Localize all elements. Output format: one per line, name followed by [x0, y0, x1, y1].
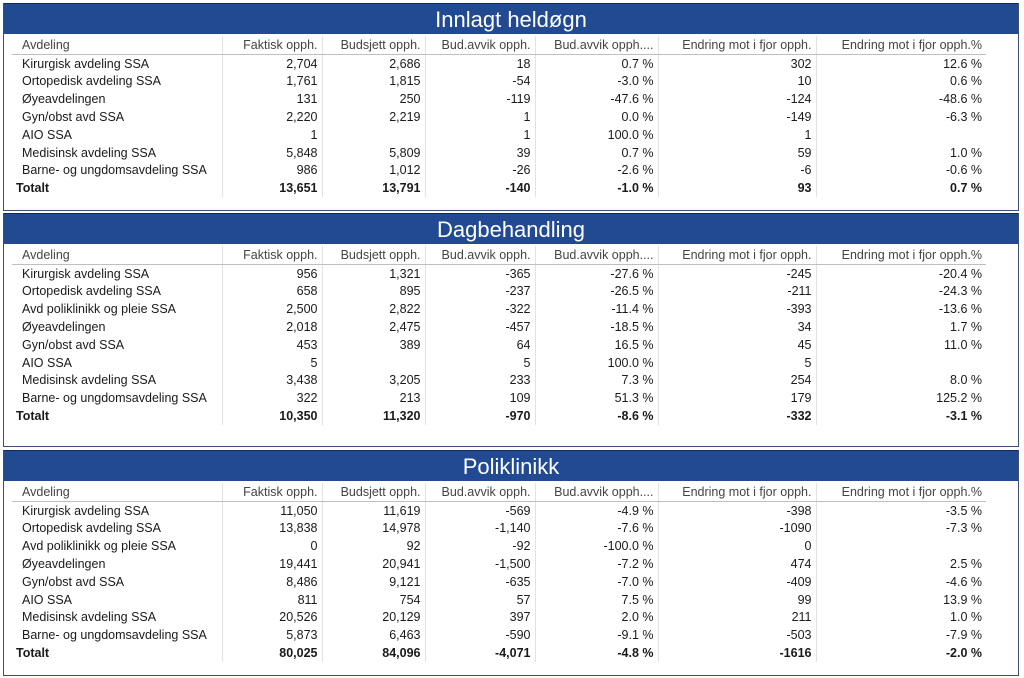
cell-avdeling: Øyeavdelingen: [12, 90, 222, 108]
cell-budavvik-pct: 2.0 %: [535, 609, 658, 627]
cell-endring: -409: [658, 573, 816, 591]
cell-faktisk: 2,220: [222, 108, 322, 126]
cell-avdeling: Gyn/obst avd SSA: [12, 108, 222, 126]
total-endring: -1616: [658, 644, 816, 662]
column-header-endring-pct: Endring mot i fjor opph.%: [816, 483, 986, 501]
cell-avdeling: Avd poliklinikk og pleie SSA: [12, 300, 222, 318]
cell-faktisk: 2,018: [222, 318, 322, 336]
cell-budavvik: 39: [425, 144, 535, 162]
table-row: [12, 372, 986, 390]
total-faktisk: 13,651: [222, 179, 322, 197]
cell-faktisk: 1,761: [222, 73, 322, 91]
cell-avdeling: Medisinsk avdeling SSA: [12, 144, 222, 162]
cell-faktisk: 322: [222, 389, 322, 407]
cell-budavvik: 57: [425, 591, 535, 609]
cell-endring: -211: [658, 283, 816, 301]
cell-endring-pct: 8.0 %: [950, 373, 982, 388]
cell-endring: -1090: [658, 520, 816, 538]
cell-endring-pct: [816, 126, 986, 144]
cell-budsjett: 1,012: [322, 162, 425, 180]
cell-endring-pct: -13.6 %: [938, 302, 982, 317]
section-title: Dagbehandling: [4, 213, 1018, 244]
table-row: [12, 354, 986, 372]
cell-budsjett: 250: [322, 90, 425, 108]
cell-avdeling: Kirurgisk avdeling SSA: [12, 264, 222, 282]
cell-endring: 254: [658, 372, 816, 390]
cell-endring: 5: [658, 354, 816, 372]
cell-budavvik: 109: [425, 389, 535, 407]
table-row: [12, 537, 986, 555]
cell-endring: -6: [658, 162, 816, 180]
cell-endring-pct: -3.5 %: [945, 503, 982, 518]
cell-faktisk: 131: [222, 90, 322, 108]
cell-budavvik-pct: 7.5 %: [535, 591, 658, 609]
cell-budsjett: 1,815: [322, 73, 425, 91]
cell-faktisk: 986: [222, 162, 322, 180]
cell-budsjett: 2,822: [322, 300, 425, 318]
cell-budavvik: -54: [425, 73, 535, 91]
cell-budavvik-pct: 16.5 %: [535, 336, 658, 354]
cell-endring-pct: -20.4 %: [938, 266, 982, 281]
cell-endring-pct: 1.0 %: [950, 610, 982, 625]
cell-budavvik-pct: 0.7 %: [535, 144, 658, 162]
table-row: [12, 555, 986, 573]
table-row: [12, 54, 986, 72]
total-endring-pct: -3.1 %: [945, 409, 982, 424]
cell-budavvik: -92: [425, 537, 535, 555]
cell-endring-pct: 12.6 %: [943, 56, 982, 71]
cell-budavvik: 233: [425, 372, 535, 390]
cell-faktisk: 956: [222, 264, 322, 282]
cell-endring-pct: 2.5 %: [950, 557, 982, 572]
cell-faktisk: 453: [222, 336, 322, 354]
table-row: [12, 501, 986, 519]
cell-endring: -398: [658, 501, 816, 519]
cell-avdeling: Øyeavdelingen: [12, 555, 222, 573]
cell-endring: -124: [658, 90, 816, 108]
cell-faktisk: 20,526: [222, 609, 322, 627]
cell-endring: 59: [658, 144, 816, 162]
cell-endring-pct: 13.9 %: [943, 592, 982, 607]
cell-endring: -393: [658, 300, 816, 318]
cell-faktisk: 5: [222, 354, 322, 372]
total-avdeling: Totalt: [12, 644, 222, 662]
total-row: [12, 179, 986, 197]
cell-endring-pct: 1.0 %: [950, 145, 982, 160]
table-row: [12, 126, 986, 144]
data-table: [12, 246, 986, 425]
total-endring: -332: [658, 407, 816, 425]
cell-budavvik-pct: -7.2 %: [535, 555, 658, 573]
cell-budavvik-pct: -3.0 %: [535, 73, 658, 91]
cell-faktisk: 11,050: [222, 501, 322, 519]
total-avdeling: Totalt: [12, 407, 222, 425]
total-avdeling: Totalt: [12, 179, 222, 197]
cell-faktisk: 1: [222, 126, 322, 144]
column-header-avdeling: Avdeling: [12, 483, 222, 501]
table-row: [12, 520, 986, 538]
cell-avdeling: Øyeavdelingen: [12, 318, 222, 336]
cell-budavvik-pct: -7.6 %: [535, 520, 658, 538]
cell-endring-pct: -24.3 %: [938, 284, 982, 299]
cell-budavvik-pct: 0.0 %: [535, 108, 658, 126]
cell-endring-pct: 1.7 %: [950, 320, 982, 335]
cell-avdeling: Gyn/obst avd SSA: [12, 336, 222, 354]
cell-budsjett: 11,619: [322, 501, 425, 519]
cell-faktisk: 2,500: [222, 300, 322, 318]
table-row: [12, 283, 986, 301]
total-endring: 93: [658, 179, 816, 197]
cell-budsjett: 2,219: [322, 108, 425, 126]
cell-endring: 0: [658, 537, 816, 555]
column-header-budsjett: Budsjett opph.: [322, 246, 425, 264]
total-budsjett: 11,320: [322, 407, 425, 425]
section-poliklinikk: [3, 450, 1019, 676]
cell-budavvik-pct: -27.6 %: [535, 264, 658, 282]
cell-avdeling: Ortopedisk avdeling SSA: [12, 283, 222, 301]
cell-faktisk: 2,704: [222, 54, 322, 72]
column-header-avdeling: Avdeling: [12, 246, 222, 264]
cell-budsjett: 20,941: [322, 555, 425, 573]
cell-budsjett: 2,686: [322, 54, 425, 72]
column-header-budavvik: Bud.avvik opph.: [425, 36, 535, 54]
column-header-budavvik: Bud.avvik opph.: [425, 246, 535, 264]
cell-budsjett: 3,205: [322, 372, 425, 390]
cell-endring: 34: [658, 318, 816, 336]
table-row: [12, 389, 986, 407]
total-budavvik: -4,071: [425, 644, 535, 662]
cell-endring: 99: [658, 591, 816, 609]
total-faktisk: 10,350: [222, 407, 322, 425]
column-header-endring-pct: Endring mot i fjor opph.%: [816, 246, 986, 264]
cell-faktisk: 13,838: [222, 520, 322, 538]
cell-avdeling: Kirurgisk avdeling SSA: [12, 54, 222, 72]
column-header-budsjett: Budsjett opph.: [322, 36, 425, 54]
cell-budavvik-pct: -4.9 %: [535, 501, 658, 519]
cell-endring: -503: [658, 626, 816, 644]
cell-budavvik: -635: [425, 573, 535, 591]
cell-endring-pct: -0.6 %: [945, 163, 982, 178]
cell-budavvik: 1: [425, 126, 535, 144]
cell-avdeling: AIO SSA: [12, 354, 222, 372]
cell-budsjett: 1,321: [322, 264, 425, 282]
header-row: [12, 246, 986, 264]
header-row: [12, 483, 986, 501]
cell-budavvik-pct: 0.7 %: [535, 54, 658, 72]
table-row: [12, 626, 986, 644]
cell-budsjett: 6,463: [322, 626, 425, 644]
column-header-faktisk: Faktisk opph.: [222, 246, 322, 264]
cell-avdeling: Ortopedisk avdeling SSA: [12, 73, 222, 91]
table-row: [12, 300, 986, 318]
cell-budavvik-pct: -7.0 %: [535, 573, 658, 591]
cell-endring: 1: [658, 126, 816, 144]
table-row: [12, 264, 986, 282]
total-budsjett: 13,791: [322, 179, 425, 197]
cell-budavvik-pct: -100.0 %: [535, 537, 658, 555]
cell-faktisk: 19,441: [222, 555, 322, 573]
cell-budsjett: 895: [322, 283, 425, 301]
cell-budavvik-pct: -11.4 %: [535, 300, 658, 318]
table-row: [12, 609, 986, 627]
cell-endring-pct: -7.3 %: [945, 521, 982, 536]
cell-faktisk: 811: [222, 591, 322, 609]
cell-budsjett: 389: [322, 336, 425, 354]
cell-avdeling: Gyn/obst avd SSA: [12, 573, 222, 591]
cell-endring: 474: [658, 555, 816, 573]
header-row: [12, 36, 986, 54]
cell-faktisk: 0: [222, 537, 322, 555]
cell-budsjett: 2,475: [322, 318, 425, 336]
cell-budavvik-pct: -47.6 %: [535, 90, 658, 108]
cell-avdeling: AIO SSA: [12, 591, 222, 609]
table-row: [12, 144, 986, 162]
column-header-endring: Endring mot i fjor opph.: [658, 483, 816, 501]
column-header-faktisk: Faktisk opph.: [222, 483, 322, 501]
cell-budavvik: -1,500: [425, 555, 535, 573]
cell-endring-pct: -48.6 %: [938, 92, 982, 107]
cell-faktisk: 3,438: [222, 372, 322, 390]
cell-endring-pct: -4.6 %: [945, 574, 982, 589]
section-innlagt-heldogn: [3, 3, 1019, 211]
total-budavvik-pct: -1.0 %: [535, 179, 658, 197]
cell-budsjett: 754: [322, 591, 425, 609]
table-row: [12, 73, 986, 91]
cell-faktisk: 5,848: [222, 144, 322, 162]
cell-budavvik-pct: 100.0 %: [535, 354, 658, 372]
total-budavvik-pct: -8.6 %: [535, 407, 658, 425]
cell-budavvik: -1,140: [425, 520, 535, 538]
cell-endring-pct: -7.9 %: [945, 628, 982, 643]
cell-avdeling: AIO SSA: [12, 126, 222, 144]
cell-budsjett: 20,129: [322, 609, 425, 627]
total-endring-pct: 0.7 %: [950, 181, 982, 196]
total-budavvik: -970: [425, 407, 535, 425]
cell-budavvik-pct: 51.3 %: [535, 389, 658, 407]
cell-endring-pct: 125.2 %: [936, 391, 982, 406]
cell-budavvik: 397: [425, 609, 535, 627]
cell-endring: 179: [658, 389, 816, 407]
cell-budsjett: [322, 354, 425, 372]
total-budsjett: 84,096: [322, 644, 425, 662]
data-table: [12, 483, 986, 662]
total-row: [12, 644, 986, 662]
cell-budavvik: -457: [425, 318, 535, 336]
cell-budsjett: 9,121: [322, 573, 425, 591]
cell-endring: 10: [658, 73, 816, 91]
total-endring-pct: -2.0 %: [945, 646, 982, 661]
cell-budavvik: -237: [425, 283, 535, 301]
cell-budavvik-pct: 100.0 %: [535, 126, 658, 144]
table-row: [12, 318, 986, 336]
cell-avdeling: Barne- og ungdomsavdeling SSA: [12, 162, 222, 180]
total-faktisk: 80,025: [222, 644, 322, 662]
cell-budavvik-pct: -9.1 %: [535, 626, 658, 644]
cell-avdeling: Avd poliklinikk og pleie SSA: [12, 537, 222, 555]
table-row: [12, 108, 986, 126]
column-header-avdeling: Avdeling: [12, 36, 222, 54]
cell-endring: 45: [658, 336, 816, 354]
column-header-budsjett: Budsjett opph.: [322, 483, 425, 501]
section-title: Innlagt heldøgn: [4, 3, 1018, 34]
data-table: [12, 36, 986, 197]
cell-avdeling: Medisinsk avdeling SSA: [12, 609, 222, 627]
cell-budavvik-pct: -26.5 %: [535, 283, 658, 301]
total-budavvik: -140: [425, 179, 535, 197]
cell-avdeling: Barne- og ungdomsavdeling SSA: [12, 389, 222, 407]
cell-budavvik-pct: 7.3 %: [535, 372, 658, 390]
column-header-endring: Endring mot i fjor opph.: [658, 36, 816, 54]
cell-budavvik: -26: [425, 162, 535, 180]
cell-endring-pct: [816, 537, 986, 555]
column-header-endring: Endring mot i fjor opph.: [658, 246, 816, 264]
cell-budsjett: 213: [322, 389, 425, 407]
cell-endring: 211: [658, 609, 816, 627]
cell-endring: -245: [658, 264, 816, 282]
cell-faktisk: 658: [222, 283, 322, 301]
cell-faktisk: 8,486: [222, 573, 322, 591]
cell-avdeling: Ortopedisk avdeling SSA: [12, 520, 222, 538]
cell-budsjett: 5,809: [322, 144, 425, 162]
cell-budsjett: 92: [322, 537, 425, 555]
cell-budavvik-pct: -18.5 %: [535, 318, 658, 336]
column-header-budavvik-pct: Bud.avvik opph....: [535, 246, 658, 264]
section-dagbehandling: [3, 213, 1019, 447]
column-header-faktisk: Faktisk opph.: [222, 36, 322, 54]
cell-endring-pct: 11.0 %: [944, 337, 982, 352]
cell-budavvik: -590: [425, 626, 535, 644]
cell-avdeling: Barne- og ungdomsavdeling SSA: [12, 626, 222, 644]
cell-endring: 302: [658, 54, 816, 72]
cell-endring-pct: -6.3 %: [945, 110, 982, 125]
cell-budavvik: -569: [425, 501, 535, 519]
total-row: [12, 407, 986, 425]
section-title: Poliklinikk: [4, 450, 1018, 481]
cell-budavvik: -119: [425, 90, 535, 108]
column-header-budavvik: Bud.avvik opph.: [425, 483, 535, 501]
table-row: [12, 336, 986, 354]
table-row: [12, 90, 986, 108]
cell-budavvik: 64: [425, 336, 535, 354]
cell-budavvik: 5: [425, 354, 535, 372]
column-header-budavvik-pct: Bud.avvik opph....: [535, 36, 658, 54]
cell-budavvik: 18: [425, 54, 535, 72]
cell-budsjett: 14,978: [322, 520, 425, 538]
cell-endring: -149: [658, 108, 816, 126]
cell-endring-pct: [816, 354, 986, 372]
column-header-budavvik-pct: Bud.avvik opph....: [535, 483, 658, 501]
cell-faktisk: 5,873: [222, 626, 322, 644]
cell-budsjett: [322, 126, 425, 144]
cell-budavvik-pct: -2.6 %: [535, 162, 658, 180]
cell-budavvik: 1: [425, 108, 535, 126]
table-row: [12, 573, 986, 591]
column-header-endring-pct: Endring mot i fjor opph.%: [816, 36, 986, 54]
total-budavvik-pct: -4.8 %: [535, 644, 658, 662]
cell-avdeling: Kirurgisk avdeling SSA: [12, 501, 222, 519]
table-row: [12, 162, 986, 180]
cell-endring-pct: 0.6 %: [950, 74, 982, 89]
cell-budavvik: -322: [425, 300, 535, 318]
cell-budavvik: -365: [425, 264, 535, 282]
table-row: [12, 591, 986, 609]
cell-avdeling: Medisinsk avdeling SSA: [12, 372, 222, 390]
